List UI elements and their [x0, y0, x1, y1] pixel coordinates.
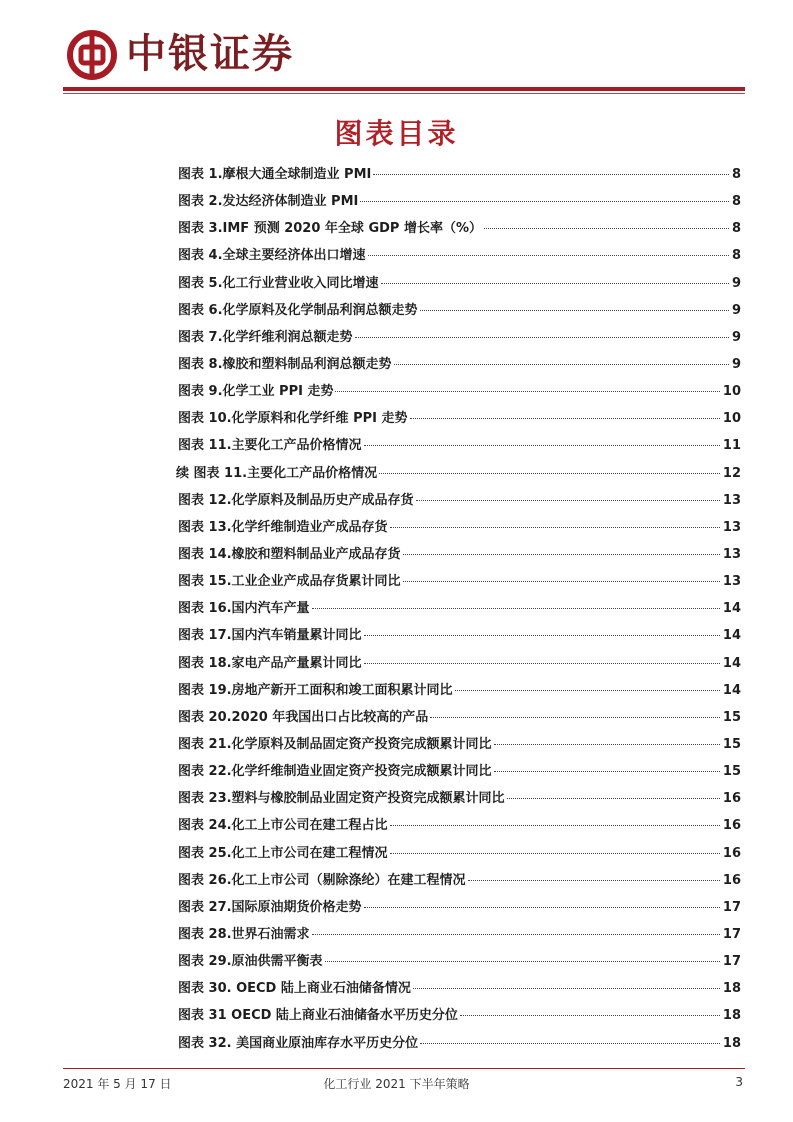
- toc-entry-label: 图表 14.橡胶和塑料制品业产成品存货: [178, 546, 401, 562]
- toc-entry[interactable]: [178, 244, 741, 271]
- toc-entry-label: 图表 25.化工上市公司在建工程情况: [178, 845, 388, 861]
- toc-dot-leader: [368, 254, 729, 256]
- footer-date: 2021 年 5 月 17 日: [63, 1077, 172, 1091]
- toc-dot-leader: [460, 1014, 720, 1016]
- toc-dot-leader: [360, 200, 729, 202]
- toc-entry-page: 14: [722, 628, 741, 644]
- toc-entry[interactable]: [178, 977, 741, 1004]
- toc-entry-label: 续 图表 11.主要化工产品价格情况: [176, 465, 378, 481]
- toc-entry[interactable]: [178, 380, 741, 407]
- toc-entry-page: 14: [722, 682, 741, 698]
- toc-entry-page: 17: [722, 954, 741, 970]
- toc-entry-label: 图表 3.IMF 预测 2020 年全球 GDP 增长率（%）: [178, 221, 482, 237]
- toc-entry-page: 9: [731, 302, 741, 318]
- toc-entry[interactable]: [178, 570, 741, 597]
- toc-entry-label: 图表 18.家电产品产量累计同比: [178, 655, 362, 671]
- toc-entry[interactable]: [178, 923, 741, 950]
- toc-entry[interactable]: [178, 1004, 741, 1031]
- toc-entry-page: 18: [722, 1008, 741, 1024]
- toc-entry-label: 图表 6.化学原料及化学制品利润总额走势: [178, 302, 418, 318]
- toc-entry-label: 图表 20.2020 年我国出口占比较高的产品: [178, 709, 429, 725]
- toc-dot-leader: [364, 444, 720, 446]
- toc-entry-page: 13: [722, 492, 741, 508]
- toc-dot-leader: [468, 879, 720, 881]
- toc-dot-leader: [410, 417, 720, 419]
- toc-entry-page: 14: [722, 655, 741, 671]
- toc-entry-label: 图表 26.化工上市公司（剔除涤纶）在建工程情况: [178, 872, 466, 888]
- toc-entry[interactable]: [178, 299, 741, 326]
- toc-entry[interactable]: [178, 353, 741, 380]
- toc-entry[interactable]: [178, 326, 741, 353]
- toc-entry-page: 13: [722, 574, 741, 590]
- toc-entry-page: 15: [722, 709, 741, 725]
- toc-entry[interactable]: [176, 462, 741, 489]
- toc-dot-leader: [403, 580, 720, 582]
- toc-dot-leader: [355, 336, 729, 338]
- toc-entry[interactable]: [178, 814, 741, 841]
- toc-entry[interactable]: [178, 760, 741, 787]
- toc-dot-leader: [403, 553, 720, 555]
- toc-entry-page: 9: [731, 329, 741, 345]
- toc-dot-leader: [364, 634, 720, 636]
- toc-dot-leader: [413, 987, 720, 989]
- toc-entry-label: 图表 5.化工行业营业收入同比增速: [178, 275, 379, 291]
- footer-page-number: 3: [735, 1075, 743, 1089]
- toc-dot-leader: [390, 526, 720, 528]
- toc-entry-label: 图表 13.化学纤维制造业产成品存货: [178, 519, 388, 535]
- toc-entry[interactable]: [178, 163, 741, 190]
- toc-entry-label: 图表 15.工业企业产成品存货累计同比: [178, 574, 401, 590]
- toc-entry-page: 12: [722, 465, 741, 481]
- toc-dot-leader: [494, 743, 720, 745]
- table-of-figures: [178, 163, 741, 1059]
- toc-entry[interactable]: [178, 679, 741, 706]
- toc-entry-page: 8: [731, 221, 741, 237]
- toc-entry[interactable]: [178, 543, 741, 570]
- toc-entry[interactable]: [178, 624, 741, 651]
- toc-dot-leader: [390, 824, 720, 826]
- toc-entry-label: 图表 2.发达经济体制造业 PMI: [178, 194, 359, 210]
- toc-entry-label: 图表 22.化学纤维制造业固定资产投资完成额累计同比: [178, 764, 492, 780]
- toc-entry-label: 图表 31 OECD 陆上商业石油储备水平历史分位: [178, 1008, 458, 1024]
- toc-entry-page: 13: [722, 546, 741, 562]
- toc-entry-label: 图表 27.国际原油期货价格走势: [178, 899, 362, 915]
- toc-entry[interactable]: [178, 434, 741, 461]
- page-title: 图表目录: [334, 117, 459, 150]
- toc-entry-label: 图表 16.国内汽车产量: [178, 601, 310, 617]
- toc-dot-leader: [312, 933, 720, 935]
- toc-entry-label: 图表 7.化学纤维利润总额走势: [178, 329, 353, 345]
- toc-entry[interactable]: [178, 706, 741, 733]
- toc-entry-label: 图表 1.摩根大通全球制造业 PMI: [178, 167, 372, 182]
- toc-dot-leader: [484, 227, 729, 229]
- toc-entry[interactable]: [178, 652, 741, 679]
- toc-entry-page: 15: [722, 736, 741, 752]
- toc-entry-page: 16: [722, 872, 741, 888]
- footer-divider: [63, 1068, 745, 1069]
- toc-entry-page: 10: [722, 411, 741, 427]
- toc-entry[interactable]: [178, 489, 741, 516]
- toc-dot-leader: [379, 472, 720, 474]
- toc-entry[interactable]: [178, 869, 741, 896]
- toc-dot-leader: [507, 797, 720, 799]
- toc-entry-page: 18: [722, 981, 741, 997]
- toc-entry-label: 图表 32. 美国商业原油库存水平历史分位: [178, 1035, 419, 1051]
- toc-entry-page: 9: [731, 356, 741, 372]
- toc-entry-label: 图表 30. OECD 陆上商业石油储备情况: [178, 981, 411, 997]
- toc-entry-page: 8: [731, 194, 741, 210]
- toc-entry-page: 8: [731, 167, 741, 182]
- toc-entry-page: 8: [731, 248, 741, 264]
- toc-dot-leader: [373, 173, 729, 175]
- toc-entry-page: 17: [722, 899, 741, 915]
- toc-dot-leader: [312, 607, 720, 609]
- toc-entry-page: 17: [722, 926, 741, 942]
- toc-dot-leader: [364, 662, 720, 664]
- boc-logo-icon: [67, 30, 117, 80]
- toc-dot-leader: [430, 716, 720, 718]
- toc-entry[interactable]: [178, 190, 741, 217]
- toc-entry[interactable]: [178, 896, 741, 923]
- toc-entry[interactable]: [178, 217, 741, 244]
- toc-entry-page: 16: [722, 845, 741, 861]
- toc-entry[interactable]: [178, 842, 741, 869]
- toc-entry-page: 11: [722, 438, 741, 454]
- toc-entry-label: 图表 4.全球主要经济体出口增速: [178, 248, 366, 264]
- toc-entry-page: 16: [722, 818, 741, 834]
- toc-entry[interactable]: [178, 516, 741, 543]
- toc-dot-leader: [364, 906, 720, 908]
- toc-entry-page: 18: [722, 1035, 741, 1051]
- page-header: [0, 0, 793, 95]
- toc-entry[interactable]: [178, 787, 741, 814]
- toc-entry-page: 13: [722, 519, 741, 535]
- toc-entry[interactable]: [178, 950, 741, 977]
- toc-entry[interactable]: [178, 597, 741, 624]
- toc-entry-label: 图表 24.化工上市公司在建工程占比: [178, 818, 388, 834]
- toc-dot-leader: [381, 282, 729, 284]
- toc-entry-label: 图表 10.化学原料和化学纤维 PPI 走势: [178, 411, 408, 427]
- toc-entry[interactable]: [178, 1032, 741, 1059]
- toc-entry-label: 图表 9.化学工业 PPI 走势: [178, 384, 334, 400]
- toc-entry[interactable]: [178, 407, 741, 434]
- header-divider: [63, 87, 745, 91]
- toc-entry-page: 14: [722, 601, 741, 617]
- toc-dot-leader: [455, 689, 720, 691]
- header-divider-thin: [63, 93, 745, 94]
- toc-dot-leader: [420, 1042, 720, 1044]
- toc-entry-page: 15: [722, 764, 741, 780]
- toc-dot-leader: [420, 309, 729, 311]
- brand-name: 中银证券: [126, 30, 294, 77]
- toc-entry-label: 图表 29.原油供需平衡表: [178, 954, 323, 970]
- toc-dot-leader: [394, 363, 729, 365]
- toc-entry-label: 图表 28.世界石油需求: [178, 926, 310, 942]
- toc-entry-label: 图表 19.房地产新开工面积和竣工面积累计同比: [178, 682, 453, 698]
- toc-entry-label: 图表 11.主要化工产品价格情况: [178, 438, 362, 454]
- toc-entry-label: 图表 23.塑料与橡胶制品业固定资产投资完成额累计同比: [178, 791, 505, 807]
- toc-entry-label: 图表 21.化学原料及制品固定资产投资完成额累计同比: [178, 736, 492, 752]
- toc-dot-leader: [416, 499, 720, 501]
- toc-entry-label: 图表 12.化学原料及制品历史产成品存货: [178, 492, 414, 508]
- toc-dot-leader: [325, 960, 720, 962]
- footer-report-title: 化工行业 2021 下半年策略: [323, 1077, 470, 1091]
- toc-dot-leader: [335, 390, 719, 392]
- toc-entry[interactable]: [178, 272, 741, 299]
- toc-dot-leader: [494, 770, 720, 772]
- toc-entry-page: 9: [731, 275, 741, 291]
- toc-entry-label: 图表 17.国内汽车销量累计同比: [178, 628, 362, 644]
- toc-entry-page: 10: [722, 384, 741, 400]
- toc-dot-leader: [390, 852, 720, 854]
- toc-entry-page: 16: [722, 791, 741, 807]
- toc-entry-label: 图表 8.橡胶和塑料制品利润总额走势: [178, 356, 392, 372]
- toc-entry[interactable]: [178, 733, 741, 760]
